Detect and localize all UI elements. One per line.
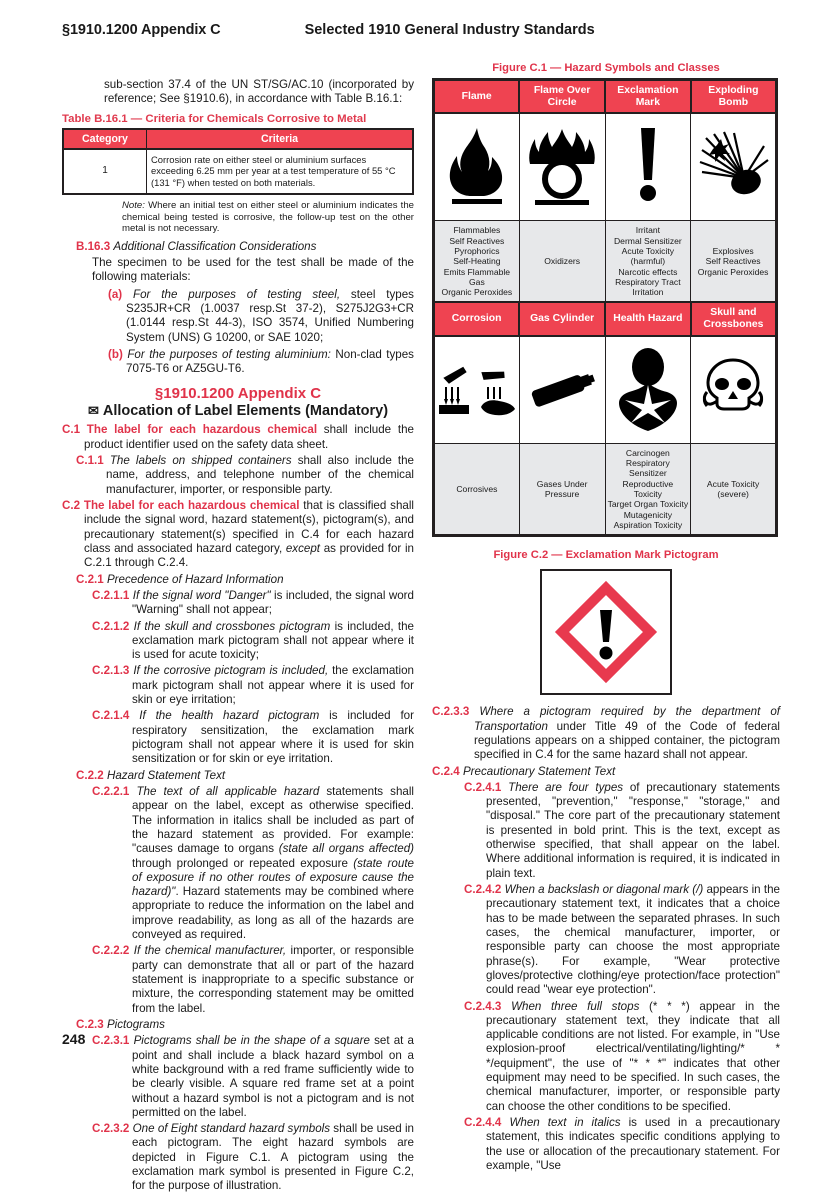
section-c221 [92, 785, 414, 942]
figure-c2-box [540, 569, 672, 695]
figure-header-gas-cylinder: Gas Cylinder [519, 302, 605, 335]
figure-header-corrosion: Corrosion [434, 302, 520, 335]
section-c233 [432, 705, 780, 762]
class-cell-flame-over-circle: Oxidizers [519, 221, 605, 303]
class-cell-exploding-bomb: Explosives Self Reactives Organic Peroxides [691, 221, 777, 303]
section-c24-tag: C.2.4 [432, 764, 460, 778]
section-c243-text: (* * *) appear in the precautionary statement text, they indicate that all applicable conditions are not listed. For example, in "Use explosion-proof electrical/ventilating/lighting/* * */equipment", the use of "* * *" indicates that other equipment may need to be specified. In such cases, the chemical manufacturer, importer, or responsible party can choose the other conditions to be specified. [486, 999, 780, 1113]
exclamation-mark-pictogram [554, 580, 658, 684]
section-c221-italic-3: (state route of exposure if no other routes of exposure cause the hazard)" [132, 856, 414, 899]
exclamation-mark-icon [625, 124, 671, 210]
item-a-tag: (a) [108, 287, 123, 301]
intro-paragraph: sub-section 37.4 of the UN ST/SG/AC.10 (incorporated by reference; See §1910.6), in accordance with Table B.16.1: [104, 78, 414, 106]
symbol-cell-exploding-bomb [691, 113, 777, 221]
section-c21-title: Precedence of Hazard Information [106, 572, 284, 586]
section-c244-text: is used in a precautionary statement, this indicates specific conditions applying to the use or allocation of the precautionary statement. For example, "Use [486, 1116, 780, 1172]
figure-header-skull-and-crossbones: Skull and Crossbones [691, 302, 777, 335]
section-c242-text: appears in the precautionary statement text, it indicates that a choice has to be made between the separated phrases. In such cases, the chemical manufacturer, importer, or responsible party can choose the most appropriate phrase(s). For example, "Wear protective gloves/protective clothing/eye protection/face protection" could read "wear eye protection". [486, 883, 780, 997]
section-c11-text: shall also include the name, address, and telephone number of the chemical manufacturer, importer, or responsible party. [106, 454, 415, 496]
table-header-category: Category [63, 129, 147, 149]
section-c231-italic: Pictograms shall be in the shape of a square [133, 1034, 370, 1048]
flame-icon [444, 126, 510, 208]
symbol-cell-exclamation-mark [605, 113, 691, 221]
section-c233-tag: C.2.3.3 [432, 705, 470, 719]
section-c241 [444, 781, 780, 881]
section-c244 [444, 1116, 780, 1173]
section-c243-tag: C.2.4.3 [464, 999, 502, 1013]
figure-c1-class-row-2 [434, 443, 777, 536]
section-c214-text: is included for respiratory sensitization, the exclamation mark pictogram shall not appear where it is used for skin sensitization or for skin or eye irritation. [132, 709, 414, 766]
section-c11-tag: C.1.1 [76, 454, 104, 468]
section-c214 [92, 709, 414, 766]
envelope-icon: ✉ [87, 403, 99, 419]
section-c1 [62, 423, 414, 452]
figure-c1-caption: Figure C.1 — Hazard Symbols and Classes [492, 62, 720, 74]
section-c11 [76, 454, 414, 497]
section-c213 [92, 664, 414, 707]
section-c232-text: shall be used in each pictogram. The eight hazard symbols are depicted in Figure C.1. A pictogram using the exclamation mark symbol is presented in Figure C.2, for the purpose of illustration. [132, 1122, 414, 1193]
section-c212 [92, 620, 414, 663]
section-b163-tag: B.16.3 [76, 239, 111, 253]
figure-header-exploding-bomb: Exploding Bomb [691, 80, 777, 114]
exploding-bomb-icon [694, 128, 772, 206]
symbol-cell-skull-and-crossbones [691, 336, 777, 444]
item-b-text: Non-clad types 7075-T6 or AZ5GU-T6. [126, 347, 414, 376]
note-text: Where an initial test on either steel or aluminium indicates the chemical being tested is corrosive, the follow-up test on the other metal is not necessary. [122, 200, 414, 235]
item-b [108, 348, 414, 377]
figure-c1-symbol-row-1 [434, 113, 777, 221]
section-c2 [62, 499, 414, 571]
section-c221-text-2: through prolonged or repeated exposure [132, 856, 354, 870]
section-c221-text-3: . Hazard statements may be combined where appropriate to reduce the information on the label and improve readability, as long as all of the hazards are conveyed as required. [132, 885, 414, 942]
section-c22-tag: C.2.2 [76, 768, 104, 782]
section-c232 [92, 1122, 414, 1194]
section-c211-tag: C.2.1.1 [92, 588, 130, 602]
section-c212-text: is included, the exclamation mark pictogram shall not appear where it is used for acute toxicity; [132, 619, 414, 662]
section-c24-title: Precautionary Statement Text [462, 764, 616, 778]
section-c213-tag: C.2.1.3 [92, 664, 130, 678]
section-b163-title: Additional Classification Considerations [113, 239, 317, 253]
section-c232-italic: One of Eight standard hazard symbols [132, 1122, 331, 1136]
running-head [62, 22, 777, 38]
section-c242-tag: C.2.4.2 [464, 883, 502, 896]
section-c23-title: Pictograms [106, 1017, 165, 1031]
item-a-italic: For the purposes of testing steel, [133, 287, 341, 301]
flame-over-circle-icon [526, 126, 598, 208]
section-c231 [92, 1034, 414, 1120]
class-cell-health-hazard: Carcinogen Respiratory Sensitizer Reproductive Toxicity Target Organ Toxicity Mutagenicity Aspiration Toxicity [605, 443, 691, 536]
section-c211 [92, 589, 414, 618]
section-c1-tag: C.1 [62, 423, 81, 437]
section-c244-italic: When text in italics [509, 1116, 621, 1129]
item-b-tag: (b) [108, 347, 123, 361]
section-c1-red: The label for each hazardous chemical [86, 423, 318, 437]
table-row [63, 149, 413, 195]
section-c24 [432, 765, 780, 779]
section-c242 [444, 883, 780, 998]
section-c244-tag: C.2.4.4 [464, 1116, 502, 1129]
section-c221-italic-2: (state all organs affected) [278, 842, 415, 856]
section-c243-italic: When three full stops [511, 999, 640, 1013]
section-c212-tag: C.2.1.2 [92, 619, 130, 633]
section-b163 [76, 240, 414, 254]
item-a [108, 288, 414, 345]
page-number: 248 [62, 1031, 86, 1047]
symbol-cell-health-hazard [605, 336, 691, 444]
cell-category: 1 [63, 149, 147, 195]
symbol-cell-corrosion [434, 336, 520, 444]
section-c233-italic: Where a pictogram required by the department of Transportation [474, 705, 780, 733]
section-c233-text: under Title 49 of the Code of federal regulations appears on a shipped container, the pictogram specified in C.4 for the same hazard shall not appear. [474, 719, 780, 762]
section-c1-text: shall include the product identifier used on the safety data sheet. [84, 423, 414, 451]
table-b161 [62, 128, 414, 196]
section-c2-italic: except [285, 541, 321, 555]
section-c23 [76, 1018, 414, 1032]
item-b-italic: For the purposes of testing aluminium: [127, 347, 331, 361]
table-note [62, 200, 414, 235]
section-c214-italic: If the health hazard pictogram [139, 709, 320, 723]
appendix-subtitle-row [62, 403, 414, 419]
section-c241-tag: C.2.4.1 [464, 780, 502, 794]
class-cell-exclamation-mark: Irritant Dermal Sensitizer Acute Toxicity (harmful) Narcotic effects Respiratory Tract Irritation [605, 221, 691, 303]
appendix-subtitle: Allocation of Label Elements (Mandatory) [102, 403, 389, 420]
class-cell-corrosion: Corrosives [434, 443, 520, 536]
appendix-title: §1910.1200 Appendix C [154, 385, 322, 403]
section-c23-tag: C.2.3 [76, 1017, 104, 1031]
section-c241-italic: There are four types [508, 780, 624, 794]
figure-c1-table [432, 78, 778, 537]
table-header-row [63, 129, 413, 149]
class-cell-gas-cylinder: Gases Under Pressure [519, 443, 605, 536]
section-c11-italic: The labels on shipped containers [109, 454, 292, 468]
item-a-text: steel types S235JR+CR (1.0037 resp.St 37-2), S275J2G3+CR (1.0144 resp.St 44-3), ISO 3574, Unified Numbering System (UNS) G 10200, or SAE 1020; [126, 287, 414, 344]
section-c241-text: of precautionary statements presented, "prevention," "response," "storage," and "disposal." The core part of the precautionary statement is presented in bold print. This is the text, except as otherwise specified, that shall appear on the label. Where additional information is required, it is indicated in plain text. [486, 780, 780, 880]
section-c21 [76, 573, 414, 587]
section-c231-tag: C.2.3.1 [92, 1034, 130, 1048]
section-c21-tag: C.2.1 [76, 572, 104, 586]
section-c2-red: The label for each hazardous chemical [83, 499, 300, 513]
figure-c1-header-row-1 [434, 80, 777, 114]
cell-criteria: Corrosion rate on either steel or aluminium surfaces exceeding 6.25 mm per year at a test temperature of 55 °C (131 °F) when tested on both materials. [151, 153, 396, 189]
section-c2-text: that is classified shall include the signal word, hazard statement(s), pictogram(s), and precautionary statement(s) specified in C.4 for each hazard class and associated hazard category, [84, 499, 414, 555]
figure-c1-header-row-2 [434, 302, 777, 335]
skull-and-crossbones-icon [693, 354, 773, 426]
right-column [432, 62, 780, 1173]
corrosion-icon [437, 359, 517, 421]
section-c2-text-end: as provided for in C.2.1 through C.2.4. [84, 541, 414, 570]
table-b161-caption: Table B.16.1 — Criteria for Chemicals Corrosive to Metal [62, 112, 367, 125]
section-c212-italic: If the skull and crossbones pictogram [133, 619, 331, 633]
section-c214-tag: C.2.1.4 [92, 709, 130, 723]
table-header-criteria: Criteria [147, 129, 414, 149]
left-column [62, 78, 414, 1194]
figure-c2 [432, 549, 780, 695]
figure-header-flame: Flame [434, 80, 520, 114]
symbol-cell-flame [434, 113, 520, 221]
section-c2-tag: C.2 [62, 499, 81, 513]
section-c211-text: is included, the signal word "Warning" shall not appear; [132, 588, 414, 617]
section-c222-tag: C.2.2.2 [92, 944, 130, 958]
figure-c1-symbol-row-2 [434, 336, 777, 444]
running-head-left: §1910.1200 Appendix C [62, 22, 221, 38]
section-c222-text: importer, or responsible party can demonstrate that all or part of the hazard statement is inappropriate to a specific substance or mixture, the corresponding statement may be omitted from the label. [132, 944, 414, 1015]
gas-cylinder-icon [522, 367, 602, 413]
section-c222-italic: If the chemical manufacturer, [133, 944, 287, 958]
note-label: Note: [122, 200, 145, 212]
section-c221-text-1: statements shall appear on the label, except as otherwise specified. The information in italics shall be included as part of the hazard statement as provided. For example: "causes damage to organs [132, 784, 414, 856]
section-c221-tag: C.2.2.1 [92, 784, 130, 798]
section-c231-text: set at a point and shall include a black hazard symbol on a white background with a red frame sufficiently wide to be clearly visible. A square red frame set at a point without a hazard symbol is not a pictogram and is not permitted on the label. [132, 1034, 414, 1119]
symbol-cell-gas-cylinder [519, 336, 605, 444]
symbol-cell-flame-over-circle [519, 113, 605, 221]
running-head-center: Selected 1910 General Industry Standards [304, 22, 595, 38]
health-hazard-icon [613, 347, 683, 433]
class-cell-skull-and-crossbones: Acute Toxicity (severe) [691, 443, 777, 536]
section-c22 [76, 769, 414, 783]
figure-c1-class-row-1 [434, 221, 777, 303]
section-c213-text: the exclamation mark pictogram shall not appear where it is used for skin or eye irritation; [132, 664, 414, 707]
section-c221-italic-1: The text of all applicable hazard [136, 784, 320, 798]
figure-header-flame-over-circle: Flame Over Circle [519, 80, 605, 114]
section-b163-body: The specimen to be used for the test shall be made of the following materials: [92, 255, 414, 284]
figure-c2-caption: Figure C.2 — Exclamation Mark Pictogram [493, 549, 719, 562]
section-c242-italic: When a backslash or diagonal mark (/) [504, 883, 704, 896]
section-c232-tag: C.2.3.2 [92, 1122, 130, 1136]
section-c211-italic: If the signal word "Danger" [132, 588, 271, 602]
figure-header-exclamation-mark: Exclamation Mark [605, 80, 691, 114]
section-c22-title: Hazard Statement Text [106, 768, 226, 782]
section-c222 [92, 944, 414, 1016]
figure-header-health-hazard: Health Hazard [605, 302, 691, 335]
section-c243 [444, 1000, 780, 1115]
class-cell-flame: Flammables Self Reactives Pyrophorics Self-Heating Emits Flammable Gas Organic Peroxides [434, 221, 520, 303]
section-c213-italic: If the corrosive pictogram is included, [133, 664, 329, 678]
